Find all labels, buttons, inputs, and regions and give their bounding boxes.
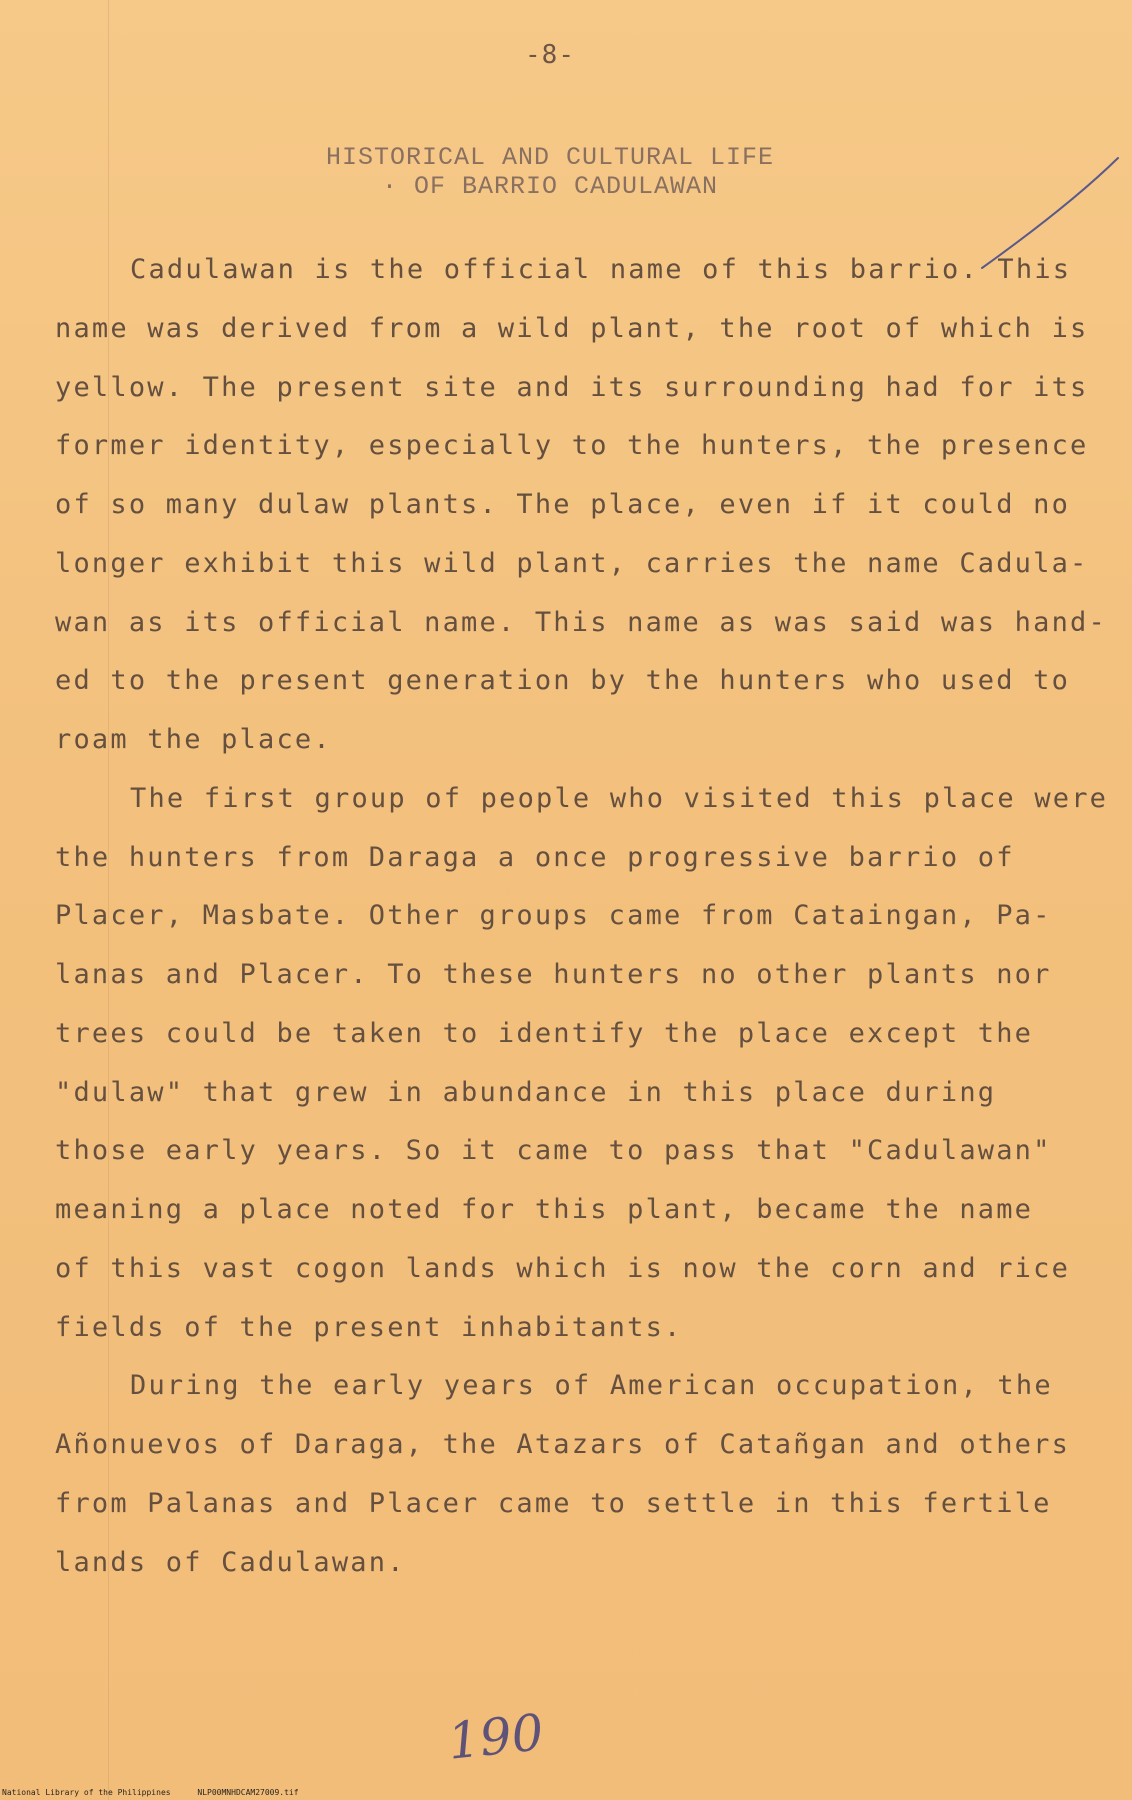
body-line: lands of Cadulawan. <box>55 1547 406 1578</box>
body-line: roam the place. <box>55 724 332 755</box>
body-line: longer exhibit this wild plant, carries the name Cadula- <box>55 548 1089 579</box>
body-line: meaning a place noted for this plant, became the name <box>55 1194 1034 1225</box>
body-line: Añonuevos of Daraga, the Atazars of Catañgan and others <box>55 1429 1071 1460</box>
page-subtitle: · OF BARRIO CADULAWAN <box>381 172 719 201</box>
body-line: the hunters from Daraga a once progressive barrio of <box>55 842 1015 873</box>
body-line: During the early years of American occupation, the <box>130 1370 1053 1401</box>
body-line: "dulaw" that grew in abundance in this place during <box>55 1077 997 1108</box>
footer-file-name: NLP00MNHDCAM27009.tif <box>197 1788 299 1797</box>
body-line: trees could be taken to identify the place except the <box>55 1018 1034 1049</box>
body-line: lanas and Placer. To these hunters no other plants nor <box>55 959 1052 990</box>
footer-library-name: National Library of the Philippines <box>2 1788 171 1797</box>
body-line: of this vast cogon lands which is now the corn and rice <box>55 1253 1071 1284</box>
scan-footer <box>2 1788 299 1797</box>
body-line: Placer, Masbate. Other groups came from Cataingan, Pa- <box>55 900 1052 931</box>
body-line: yellow. The present site and its surrounding had for its <box>55 372 1089 403</box>
body-line: name was derived from a wild plant, the root of which is <box>55 313 1089 344</box>
body-line: fields of the present inhabitants. <box>55 1312 683 1343</box>
page-title: HISTORICAL AND CULTURAL LIFE <box>325 143 775 172</box>
body-line: former identity, especially to the hunters, the presence <box>55 430 1089 461</box>
body-line: The first group of people who visited this place were <box>130 783 1109 814</box>
handwritten-page-number: 190 <box>445 1703 547 1771</box>
body-line: from Palanas and Placer came to settle in this fertile <box>55 1488 1052 1519</box>
body-line: of so many dulaw plants. The place, even if it could no <box>55 489 1071 520</box>
body-line: wan as its official name. This name as was said was hand- <box>55 607 1107 638</box>
body-line: Cadulawan is the official name of this barrio. This <box>130 254 1072 285</box>
page-number: -8- <box>525 40 575 70</box>
body-line: ed to the present generation by the hunters who used to <box>55 665 1071 696</box>
body-line: those early years. So it came to pass that "Cadulawan" <box>55 1135 1052 1166</box>
